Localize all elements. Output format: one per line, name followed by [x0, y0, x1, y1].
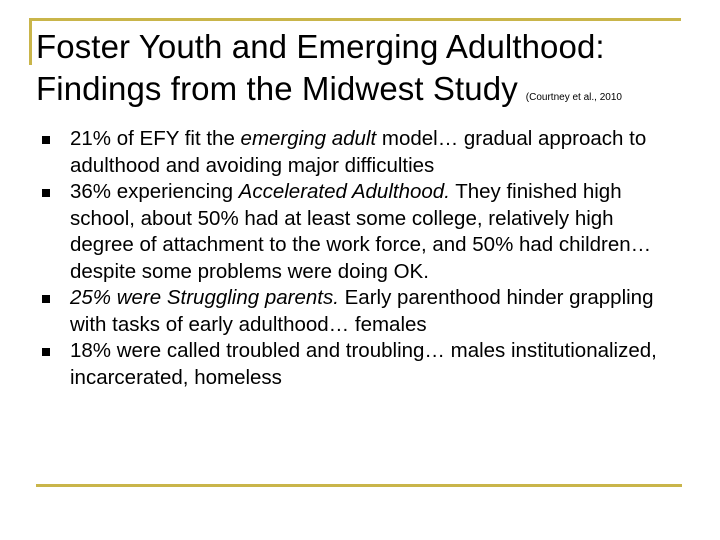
bullet-text: Early parenthood hinder grappling with tasks of early adulthood… females	[70, 286, 654, 336]
bullet-text: 18% were called troubled and troubling… males institutionalized, incarcerated, homeless	[70, 339, 657, 389]
bullet-text: model… gradual approach to adulthood and avoiding major difficulties	[70, 127, 647, 177]
bullet-emphasis: Accelerated Adulthood.	[238, 180, 450, 203]
square-bullet-icon	[42, 136, 50, 144]
bullet-text: They finished high school, about 50% had at least some college, relatively high degree of attachment to the work force, and 50% had children… despite some problems were doing OK.	[70, 180, 652, 283]
bullet-item	[40, 285, 680, 338]
accent-line-top	[29, 18, 681, 21]
bullet-item	[40, 179, 680, 285]
accent-line-vertical	[29, 18, 32, 65]
square-bullet-icon	[42, 189, 50, 197]
bullet-text: 36% experiencing	[70, 180, 239, 203]
accent-line-bottom	[36, 484, 682, 487]
square-bullet-icon	[42, 295, 50, 303]
citation: (Courtney et al., 2010	[525, 92, 622, 103]
bullet-list	[40, 126, 680, 391]
bullet-emphasis: emerging adult	[240, 127, 377, 150]
bullet-text: 21% of EFY fit the	[70, 127, 241, 150]
title-text: Foster Youth and Emerging Adulthood: Findings from the Midwest Study	[36, 28, 605, 107]
slide-title	[36, 26, 686, 119]
bullet-item	[40, 338, 680, 391]
square-bullet-icon	[42, 348, 50, 356]
bullet-item	[40, 126, 680, 179]
bullet-emphasis: 25% were Struggling parents.	[70, 286, 339, 309]
